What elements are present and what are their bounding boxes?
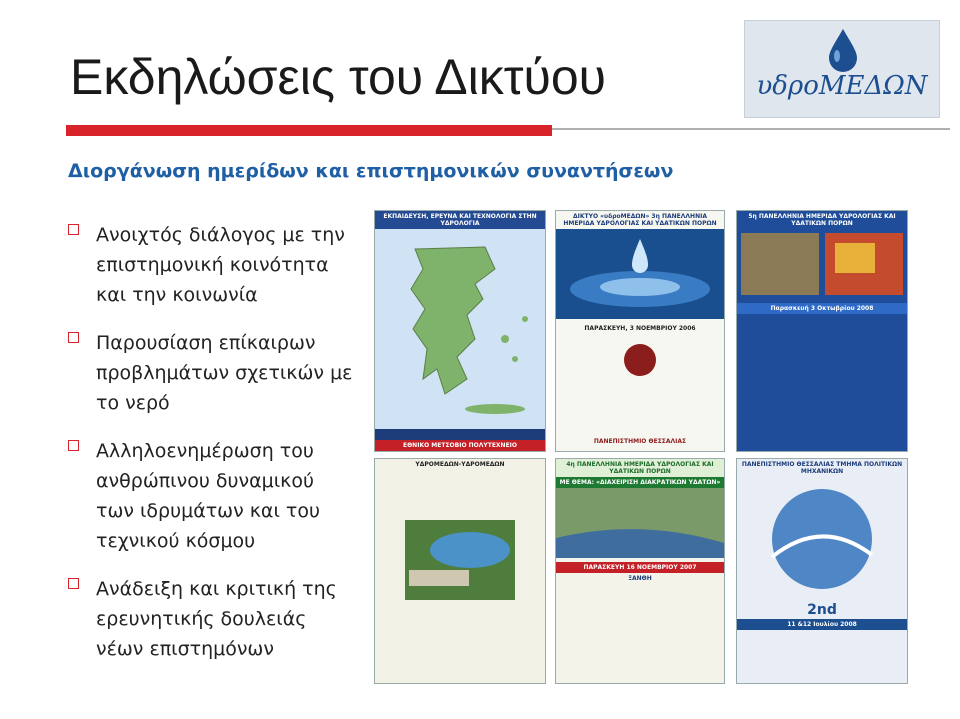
bullet-item: Ανάδειξη και κριτική της ερευνητικής δουλειάς νέων επιστημόνων	[68, 574, 368, 664]
event-poster-2008-october: 5η ΠΑΝΕΛΛΗΝΙΑ ΗΜΕΡΙΔΑ ΥΔΡΟΛΟΓΙΑΣ ΚΑΙ ΥΔΑΤΙΚΩΝ ΠΟΡΩΝ Παρασκευή 3 Οκτωβρίου 2008	[736, 210, 908, 452]
bullet-list	[68, 226, 368, 688]
event-poster-athens: ΕΚΠΑΙΔΕΥΣΗ, ΕΡΕΥΝΑ ΚΑΙ ΤΕΧΝΟΛΟΓΙΑ ΣΤΗΝ ΥΔΡΟΛΟΓΙΑ ΕΘΝΙΚΟ ΜΕΤΣΟΒΙΟ ΠΟΛΥΤΕΧΝΕΙΟ	[374, 210, 546, 452]
bullet-item: Αλληλοενημέρωση του ανθρώπινου δυναμικού των ιδρυμάτων και του τεχνικού κόσμου	[68, 436, 368, 556]
river-canyon-image	[556, 488, 724, 558]
bullet-item: Παρουσίαση επίκαιρων προβλημάτων σχετικών με το νερό	[68, 328, 368, 418]
square-bullet-icon	[68, 224, 79, 235]
square-bullet-icon	[68, 440, 79, 451]
water-drop-icon	[823, 27, 863, 73]
slide-subtitle: Διοργάνωση ημερίδων και επιστημονικών συναντήσεων	[68, 160, 674, 182]
event-poster-volos-2006: ΔΙΚΤΥΟ «υδροΜΕΔΩΝ» 3η ΠΑΝΕΛΛΗΝΙΑ ΗΜΕΡΙΔΑ ΥΔΡΟΛΟΓΙΑΣ ΚΑΙ ΥΔΑΤΙΚΩΝ ΠΟΡΩΝ ΠΑΡΑΣΚΕΥΗ, 3 ΝΟΕΜΒΡΙΟΥ 2006 ΠΑΝΕΠΙΣΤΗΜΙΟ ΘΕΣΣΑΛΙΑΣ	[555, 210, 725, 452]
square-bullet-icon	[68, 578, 79, 589]
title-underline-thin	[552, 128, 950, 130]
event-poster-dam: ΥΔΡΟΜΕΔΩΝ-ΥΔΡΟΜΕΔΩΝ	[374, 458, 546, 684]
university-emblem-icon	[556, 334, 724, 384]
blue-wave-badge-image	[737, 477, 907, 597]
bullet-item: Ανοιχτός διάλογος με την επιστημονική κοινότητα και την κοινωνία	[68, 220, 368, 310]
square-bullet-icon	[68, 332, 79, 343]
greece-map-image	[375, 229, 545, 429]
river-photos-image	[737, 229, 907, 299]
slide-title: Εκδηλώσεις του Δικτύου	[70, 49, 606, 105]
logo-text: υδροΜΕΔΩΝ	[756, 71, 928, 101]
title-underline-red	[66, 125, 552, 136]
hydromedon-logo	[744, 20, 940, 118]
event-poster-xanthi-2007: 4η ΠΑΝΕΛΛΗΝΙΑ ΗΜΕΡΙΔΑ ΥΔΡΟΛΟΓΙΑΣ ΚΑΙ ΥΔΑΤΙΚΩΝ ΠΟΡΩΝ ΜΕ ΘΕΜΑ: «ΔΙΑΧΕΙΡΙΣΗ ΔΙΑΚΡΑΤΙΚΩΝ ΥΔΑΤΩΝ» ΠΑΡΑΣΚΕΥΗ 16 ΝΟΕΜΒΡΙΟΥ 2007 ΞΑΝΘΗ	[555, 458, 725, 684]
event-poster-thessaly-2008: ΠΑΝΕΠΙΣΤΗΜΙΟ ΘΕΣΣΑΛΙΑΣ ΤΜΗΜΑ ΠΟΛΙΤΙΚΩΝ ΜΗΧΑΝΙΚΩΝ 2nd 11 &12 Ιουλίου 2008	[736, 458, 908, 684]
dam-lake-image	[375, 520, 545, 600]
water-splash-image	[556, 229, 724, 319]
